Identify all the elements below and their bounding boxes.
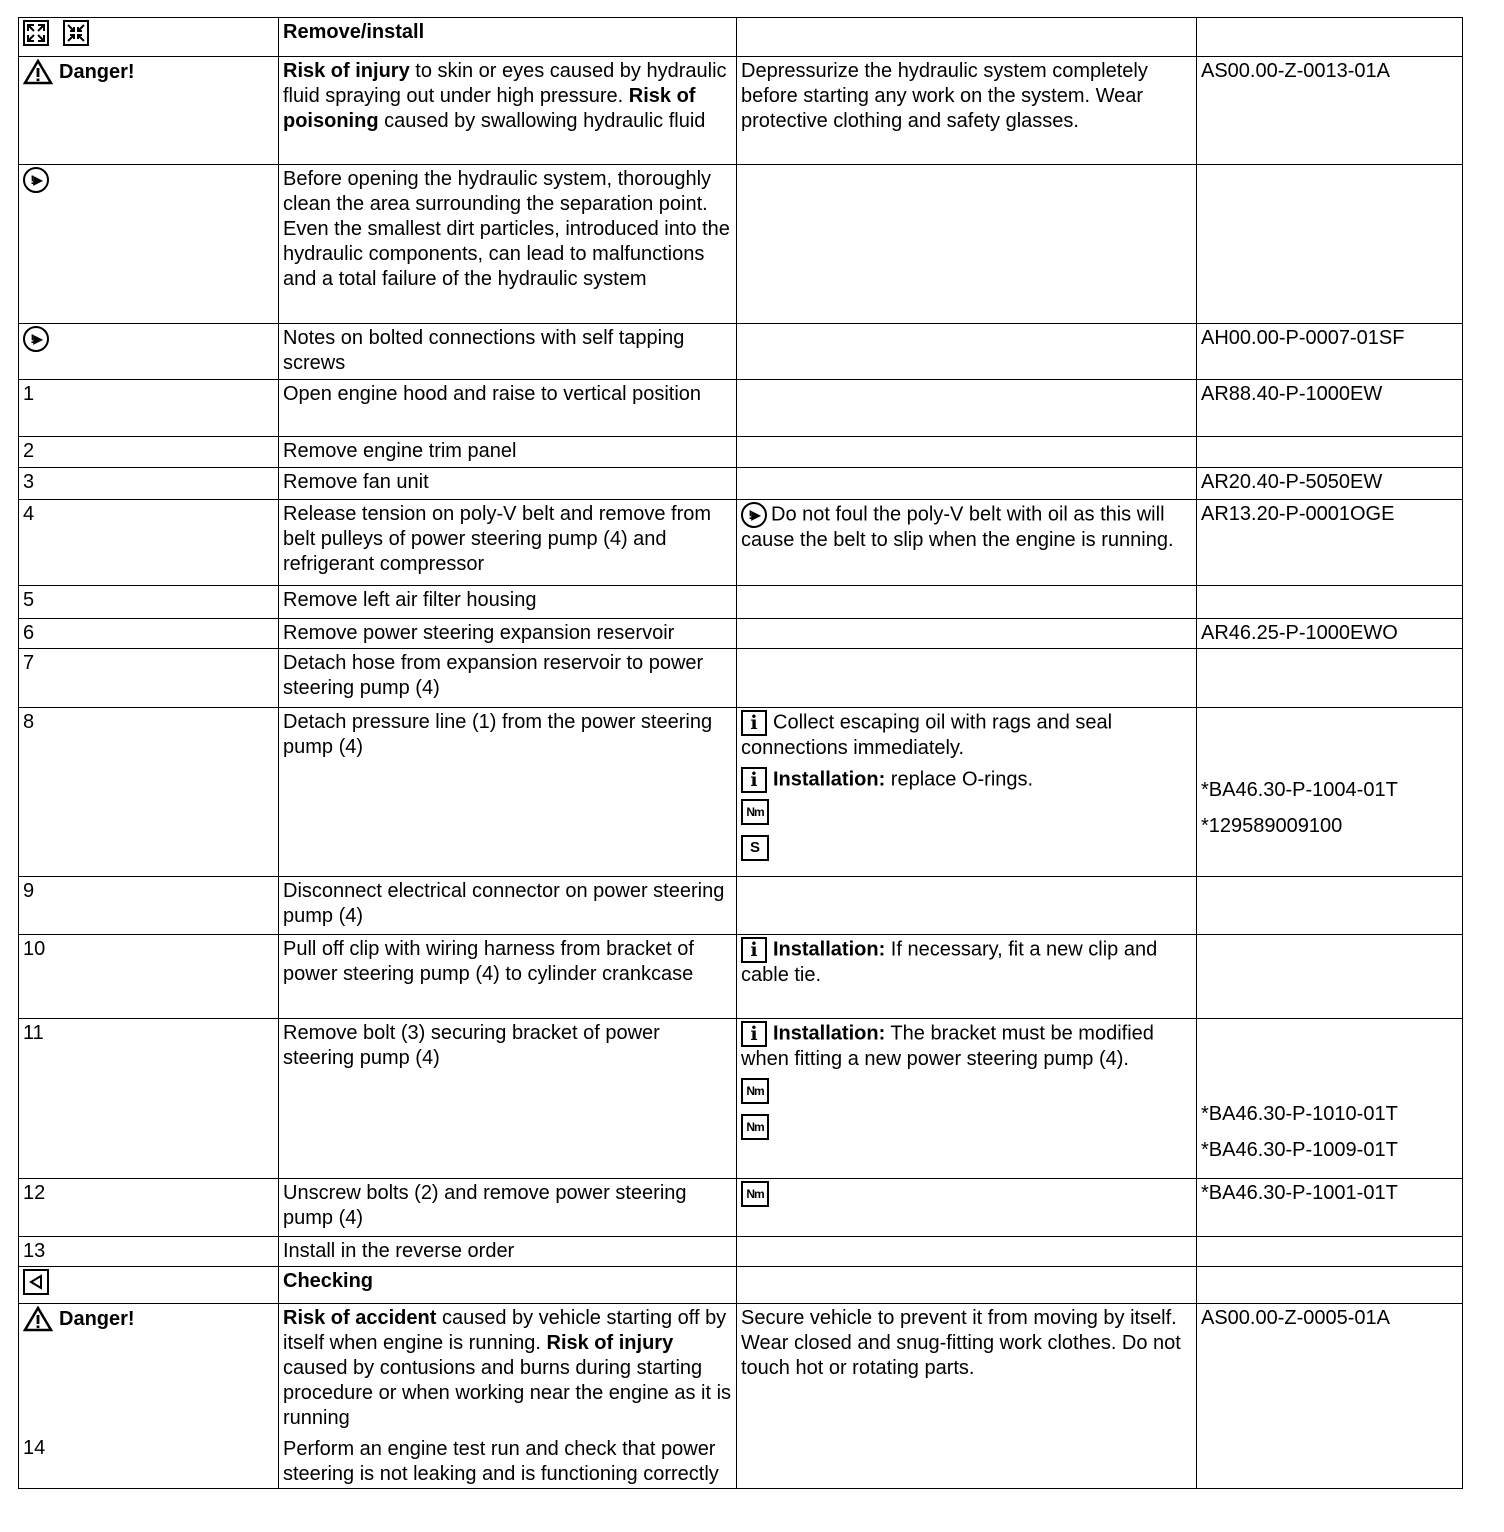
step-number: 3 [19,468,279,500]
step-number: 5 [19,586,279,619]
table-row [19,1304,1463,1489]
reference-link[interactable]: *BA46.30-P-1004-01T [1201,779,1398,801]
reference-link[interactable]: *BA46.30-P-1001-01T [1197,1179,1463,1237]
risk-title: Risk of injury [546,1332,674,1354]
reference-link[interactable]: *129589009100 [1201,815,1343,837]
info-icon: i [741,767,767,793]
procedure-table [18,17,1463,1489]
table-row [19,935,1463,1019]
install-icon [63,20,89,46]
info-icon: i [741,1021,767,1047]
torque-line [741,793,1192,829]
empty-cell [737,649,1197,708]
danger-cell [19,1304,279,1489]
spacer [1201,741,1458,766]
risk-title: Risk of accident [283,1307,437,1329]
repair-document [18,17,1462,1489]
note-circle-icon: !▶ [23,167,49,193]
torque-nm-icon: Nm [741,1114,769,1140]
spacer [1201,710,1458,735]
installation-label: Installation: [773,938,886,961]
table-row [19,468,1463,500]
info-block [741,1021,1192,1072]
step-text: Remove engine trim panel [279,437,737,468]
reference-link[interactable]: AR88.40-P-1000EW [1197,380,1463,437]
reference-link[interactable]: AR20.40-P-5050EW [1197,468,1463,500]
step-number: 13 [19,1237,279,1267]
note-icon-cell [19,165,279,324]
empty-cell [737,1237,1197,1267]
empty-cell [1197,586,1463,619]
step-notes [737,935,1197,1019]
step-text: Remove bolt (3) securing bracket of power steering pump (4) [279,1019,737,1179]
empty-cell [737,1267,1197,1304]
step-text: Disconnect electrical connector on power steering pump (4) [279,877,737,935]
empty-cell [1197,165,1463,324]
table-row [19,1179,1463,1237]
table-row [19,1267,1463,1304]
step-note [737,500,1197,586]
torque-nm-icon: Nm [741,799,769,825]
info-line [741,710,1192,761]
table-row [19,877,1463,935]
step-text: Release tension on poly-V belt and remove from belt pulleys of power steering pump (4) and refrigerant compressor [279,500,737,586]
note-text: Before opening the hydraulic system, thoroughly clean the area surrounding the separation point. Even the smallest dirt particles, introduced into the hydraulic components, can lead to malfunctions and a total failure of the hydraulic system [279,165,737,324]
spacer [23,1332,274,1436]
step-number: 9 [19,877,279,935]
table-row [19,57,1463,165]
step-number: 8 [19,708,279,877]
section-title [279,18,737,57]
checking-icon [23,1269,49,1295]
step-number: 10 [19,935,279,1019]
reference-link[interactable]: *BA46.30-P-1009-01T [1201,1139,1398,1161]
empty-cell [1197,1267,1463,1304]
step-text: Unscrew bolts (2) and remove power steering pump (4) [279,1179,737,1237]
risk-title: Risk of injury [283,60,410,82]
table-row [19,1019,1463,1179]
risk-text: caused by vehicle starting off by itself when engine is running. [283,1307,727,1354]
danger-cell [19,57,279,165]
risk-title: Risk of poisoning [283,85,696,132]
step-number: 14 [23,1437,46,1459]
info-text: Collect escaping oil with rags and seal connections immediately. [741,711,1113,759]
step-text: Remove fan unit [279,468,737,500]
empty-cell [737,165,1197,324]
empty-cell [737,586,1197,619]
section-title-remove-install: Remove/install [283,21,425,43]
empty-cell [1197,649,1463,708]
step-text: Remove power steering expansion reservoir [279,619,737,649]
spacer [1201,1021,1458,1046]
tool-line [741,829,1192,865]
safety-measure-line: Wear closed and snug-fitting work clothes. Do not touch hot or rotating parts. [741,1332,1181,1379]
empty-cell [737,619,1197,649]
installation-label: Installation: [773,768,886,791]
step-text: Remove left air filter housing [279,586,737,619]
info-text: replace O-rings. [885,768,1034,791]
step-text: Detach pressure line (1) from the power steering pump (4) [279,708,737,877]
empty-cell [1197,437,1463,468]
empty-cell [737,437,1197,468]
spacer [1201,1046,1458,1071]
step-text: Detach hose from expansion reservoir to power steering pump (4) [279,649,737,708]
spacer [1201,1071,1458,1096]
step-number: 11 [19,1019,279,1179]
table-row [19,649,1463,708]
section-title-checking: Checking [283,1270,374,1292]
note-circle-icon: !▶ [741,502,767,528]
empty-cell [1197,935,1463,1019]
danger-description [279,57,737,165]
risk-block [283,1306,732,1431]
table-row [19,708,1463,877]
danger-label: Danger! [59,60,135,83]
step-number: 7 [19,649,279,708]
special-tool-icon: S [741,835,769,861]
empty-cell [1197,877,1463,935]
safety-measure: Depressurize the hydraulic system completely before starting any work on the system. Wear protective clothing and safety glasses. [737,57,1197,165]
table-row [19,380,1463,437]
reference-link[interactable]: AR13.20-P-0001OGE [1197,500,1463,586]
danger-label: Danger! [59,1307,135,1330]
installation-label: Installation: [773,1022,886,1045]
table-row [19,165,1463,324]
reference-link[interactable]: AR46.25-P-1000EWO [1197,619,1463,649]
note-text: Notes on bolted connections with self tapping screws [279,324,737,380]
safety-measure-line: Secure vehicle to prevent it from moving by itself. [741,1307,1177,1329]
step-number: 2 [19,437,279,468]
table-row [19,18,1463,57]
empty-cell [737,380,1197,437]
step-text: Install in the reverse order [279,1237,737,1267]
step-number: 4 [19,500,279,586]
danger-description [279,1304,737,1489]
torque-nm-icon: Nm [741,1078,769,1104]
empty-cell [737,324,1197,380]
empty-cell [1197,18,1463,57]
info-icon: i [741,937,767,963]
note-text: Do not foul the poly-V belt with oil as this will cause the belt to slip when the engine is running. [741,503,1174,551]
warning-triangle-icon [23,59,53,85]
risk-text: to skin or eyes caused by hydraulic fluid spraying out under high pressure. [283,60,727,107]
step-number: 12 [19,1179,279,1237]
safety-measure [737,1304,1197,1489]
empty-cell [737,468,1197,500]
table-row [19,619,1463,649]
reference-link[interactable]: AH00.00-P-0007-01SF [1197,324,1463,380]
empty-cell [1197,1237,1463,1267]
step-text: Pull off clip with wiring harness from bracket of power steering pump (4) to cylinder crankcase [279,935,737,1019]
torque-line [741,1108,1192,1144]
empty-cell [737,18,1197,57]
references-cell [1197,708,1463,877]
step-notes [737,708,1197,877]
step-notes [737,1019,1197,1179]
note-icon-cell [19,324,279,380]
note-circle-icon: !▶ [23,326,49,352]
section-icons-cell [19,18,279,57]
step-number: 6 [19,619,279,649]
step-number: 1 [19,380,279,437]
reference-link[interactable]: AS00.00-Z-0013-01A [1197,57,1463,165]
step-text: Open engine hood and raise to vertical position [279,380,737,437]
table-row [19,324,1463,380]
empty-cell [737,877,1197,935]
section-icons-cell [19,1267,279,1304]
remove-icon [23,20,49,46]
reference-link[interactable]: *BA46.30-P-1010-01T [1201,1103,1398,1125]
reference-link[interactable]: AS00.00-Z-0005-01A [1197,1304,1463,1489]
references-cell [1197,1019,1463,1179]
risk-text: caused by swallowing hydraulic fluid [378,110,706,132]
info-text: If necessary, fit a new clip and cable tie. [741,938,1158,986]
risk-text: caused by contusions and burns during starting procedure or when working near the engine as it is running [283,1357,732,1429]
table-row [19,1237,1463,1267]
step-text: Perform an engine test run and check that power steering is not leaking and is functioning correctly [283,1438,719,1485]
section-title [279,1267,737,1304]
table-row [19,586,1463,619]
info-line [741,767,1192,793]
info-icon: i [741,710,767,736]
warning-triangle-icon [23,1306,53,1332]
step-notes [737,1179,1197,1237]
torque-line [741,1072,1192,1108]
torque-nm-icon: Nm [741,1181,769,1207]
table-row [19,437,1463,468]
table-row [19,500,1463,586]
info-text: The bracket must be modified when fitting a new power steering pump (4). [741,1022,1154,1070]
